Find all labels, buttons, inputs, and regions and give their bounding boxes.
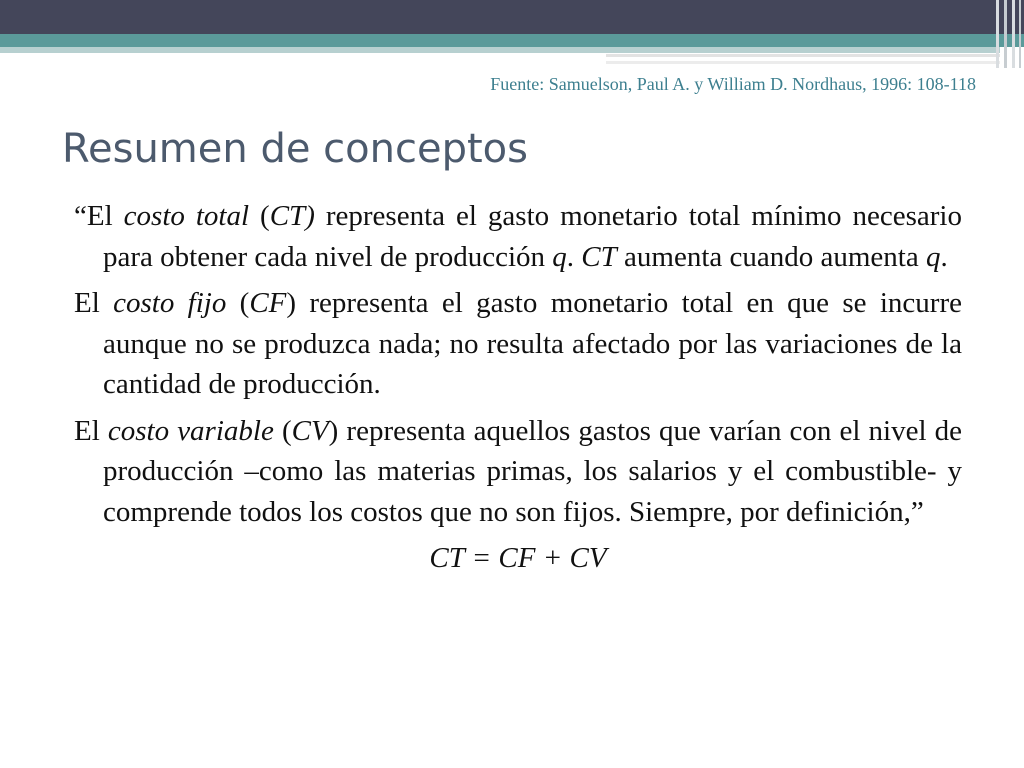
- text-run: (: [249, 200, 270, 232]
- source-citation: Fuente: Samuelson, Paul A. y William D. Nordhaus, 1996: 108-118: [490, 74, 976, 94]
- text-run: .: [940, 240, 948, 273]
- text-run: ) representa aquellos gastos que varían con el nivel de producción –como las materias primas, los salarios y el combustible- y comprende todos los costos que no son fijos. Siempre, por definición,”: [103, 414, 962, 528]
- text-run: representa el gasto monetario total mínimo necesario para obtener cada nivel de producción: [103, 200, 962, 273]
- text-run: ) representa el gasto monetario total en que se incurre aunque no se produzca nada; no resulta afectado por las variaciones de la cantidad de producción.: [103, 287, 962, 400]
- header-bar-teal: [0, 34, 1024, 47]
- slide-body: [74, 196, 962, 579]
- decorative-stripe: [1019, 0, 1021, 68]
- decorative-stripe: [996, 0, 999, 68]
- text-run: El: [74, 414, 108, 447]
- decorative-stripe: [1004, 0, 1007, 68]
- term-costo-variable: costo variable: [107, 414, 274, 447]
- decorative-line: [606, 61, 1000, 64]
- var-q: q: [552, 240, 567, 273]
- text-run: El: [74, 287, 114, 319]
- text-run: (: [273, 414, 292, 447]
- decorative-line: [606, 54, 1000, 57]
- term-costo-total: costo total: [123, 200, 250, 232]
- abbr-cf: CF: [249, 287, 287, 319]
- var-q: q: [925, 240, 941, 273]
- text-run: (: [226, 287, 250, 319]
- paragraph-variable-cost: [74, 411, 962, 533]
- paragraph-fixed-cost: [74, 283, 962, 405]
- header-bar-light: [0, 47, 1000, 53]
- text-run: .: [566, 240, 582, 273]
- abbr-cv: CV: [291, 414, 329, 447]
- paragraph-total-cost: [74, 196, 962, 277]
- slide-title: Resumen de conceptos: [62, 126, 528, 172]
- decorative-stripe: [1012, 0, 1015, 68]
- text-run: aumenta cuando aumenta: [616, 240, 926, 273]
- cost-formula: CT = CF + CV: [429, 542, 607, 574]
- text-run: “El: [74, 200, 124, 232]
- header-bar-dark: [0, 0, 1024, 34]
- abbr-ct: CT): [269, 200, 315, 232]
- term-costo-fijo: costo fijo: [113, 287, 227, 319]
- abbr-ct: CT: [581, 240, 617, 273]
